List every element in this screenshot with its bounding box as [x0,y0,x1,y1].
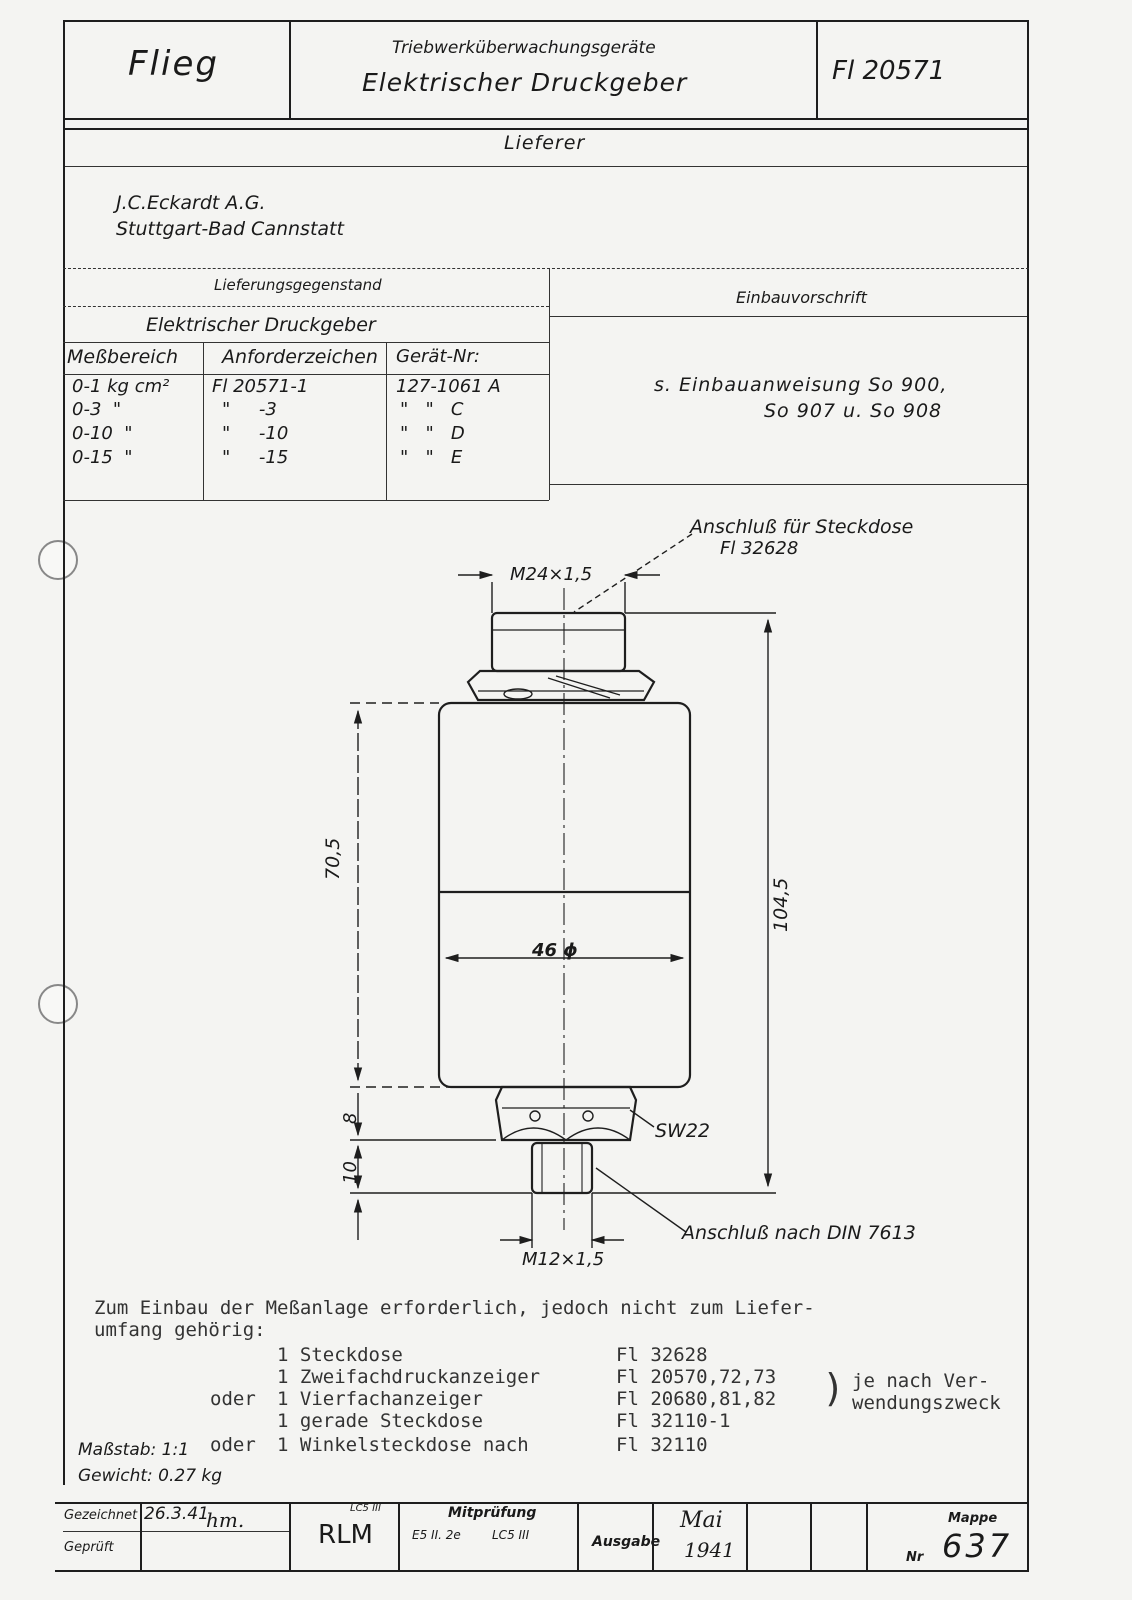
folder-label: Mappe [948,1511,998,1526]
mitpruefung-entry-1: E5 II. 2e [412,1528,461,1542]
table-cell: " -10 [222,423,289,444]
list-item-prefix: oder [210,1388,256,1410]
list-item-code: Fl 20570,72,73 [616,1366,777,1388]
issue-label: Ausgabe [592,1534,661,1550]
list-item-text: 1 gerade Steckdose [277,1410,483,1432]
checked-label: Geprüft [64,1540,114,1555]
list-item-text: 1 Vierfachanzeiger [277,1388,483,1410]
installation-line2: So 907 u. So 908 [764,400,943,422]
table-cell: " " C [400,399,464,420]
dim-10-label: 10 [340,1161,361,1184]
bottom-thread [532,1143,592,1193]
mitpruefung-label: Mitprüfung [448,1505,537,1521]
remark-line-2: wendungszweck [852,1392,1001,1414]
notes-intro-1: Zum Einbau der Meßanlage erforderlich, jedoch nicht zum Liefer- [94,1297,815,1319]
table-cell: " -3 [222,399,277,420]
table-cell: 0-1 kg cm² [72,376,170,397]
dim-total-label: 104,5 [770,877,792,932]
connector-label: Anschluß für Steckdose [690,516,914,538]
mitpruefung-entry-2: LC5 III [492,1528,530,1542]
col-header-device-nr: Gerät-Nr: [396,346,480,367]
issue-month: Mai [680,1508,723,1533]
list-item-text: 1 Steckdose [277,1344,403,1366]
notes-intro-2: umfang gehörig: [94,1319,266,1341]
rlm-superscript: LC5 III [350,1503,381,1514]
col-header-order-code: Anforderzeichen [222,346,378,368]
din-label: Anschluß nach DIN 7613 [682,1222,916,1244]
dim-body-label: 70,5 [322,837,344,880]
drawn-label: Gezeichnet [64,1508,138,1523]
dim-8-label: 8 [340,1112,361,1124]
list-item-code: Fl 32628 [616,1344,708,1366]
scale-label: Maßstab: 1:1 [78,1440,190,1460]
table-cell: " " D [400,423,465,444]
installation-label: Einbauvorschrift [736,288,867,307]
installation-line1: s. Einbauanweisung So 900, [654,374,948,396]
table-cell: " " E [400,447,463,468]
issue-year: 1941 [684,1538,735,1562]
diameter-label: 46 ϕ [532,940,578,961]
table-cell: 127-1061 A [396,376,501,397]
table-cell: 0-15 " [72,447,133,468]
table-cell: 0-10 " [72,423,133,444]
list-item-code: Fl 32110-1 [616,1410,731,1432]
header-code: Fl 20571 [832,56,946,86]
wrench-size-label: SW22 [655,1120,711,1142]
supplier-name: J.C.Eckardt A.G. [116,192,266,214]
remark-line-1: je nach Ver- [852,1370,990,1392]
header-category: Triebwerküberwachungsgeräte [392,38,656,58]
delivery-label: Lieferungsgegenstand [214,276,382,294]
list-item-text: 1 Zweifachdruckanzeiger [277,1366,541,1388]
table-cell: Fl 20571-1 [212,376,309,397]
drawn-date: 26.3.41 [144,1504,209,1524]
connector-code: Fl 32628 [720,538,799,559]
list-item-code: Fl 20680,81,82 [616,1388,777,1410]
weight-label: Gewicht: 0.27 kg [78,1466,223,1486]
delivery-item: Elektrischer Druckgeber [146,314,376,336]
list-item-text: 1 Winkelsteckdose nach [277,1434,529,1456]
flange [468,671,654,700]
table-cell: 0-3 " [72,399,122,420]
list-item-code: Fl 32110 [616,1434,708,1456]
drawn-signature: hm. [206,1508,245,1532]
supplier-label: Lieferer [504,132,586,154]
thread-bottom-label: M12×1,5 [522,1249,605,1270]
header-title: Elektrischer Druckgeber [362,68,688,97]
folder-number: 637 [942,1527,1013,1565]
col-header-range: Meßbereich [67,346,179,368]
table-cell: " -15 [222,447,289,468]
company-name: Flieg [128,44,219,84]
nr-label: Nr [906,1550,924,1565]
supplier-city: Stuttgart-Bad Cannstatt [116,218,344,240]
top-connector [492,613,625,671]
brace: ) [822,1366,845,1410]
rlm-label: RLM [318,1520,373,1550]
thread-top-label: M24×1,5 [510,564,593,585]
list-item-prefix: oder [210,1434,256,1456]
